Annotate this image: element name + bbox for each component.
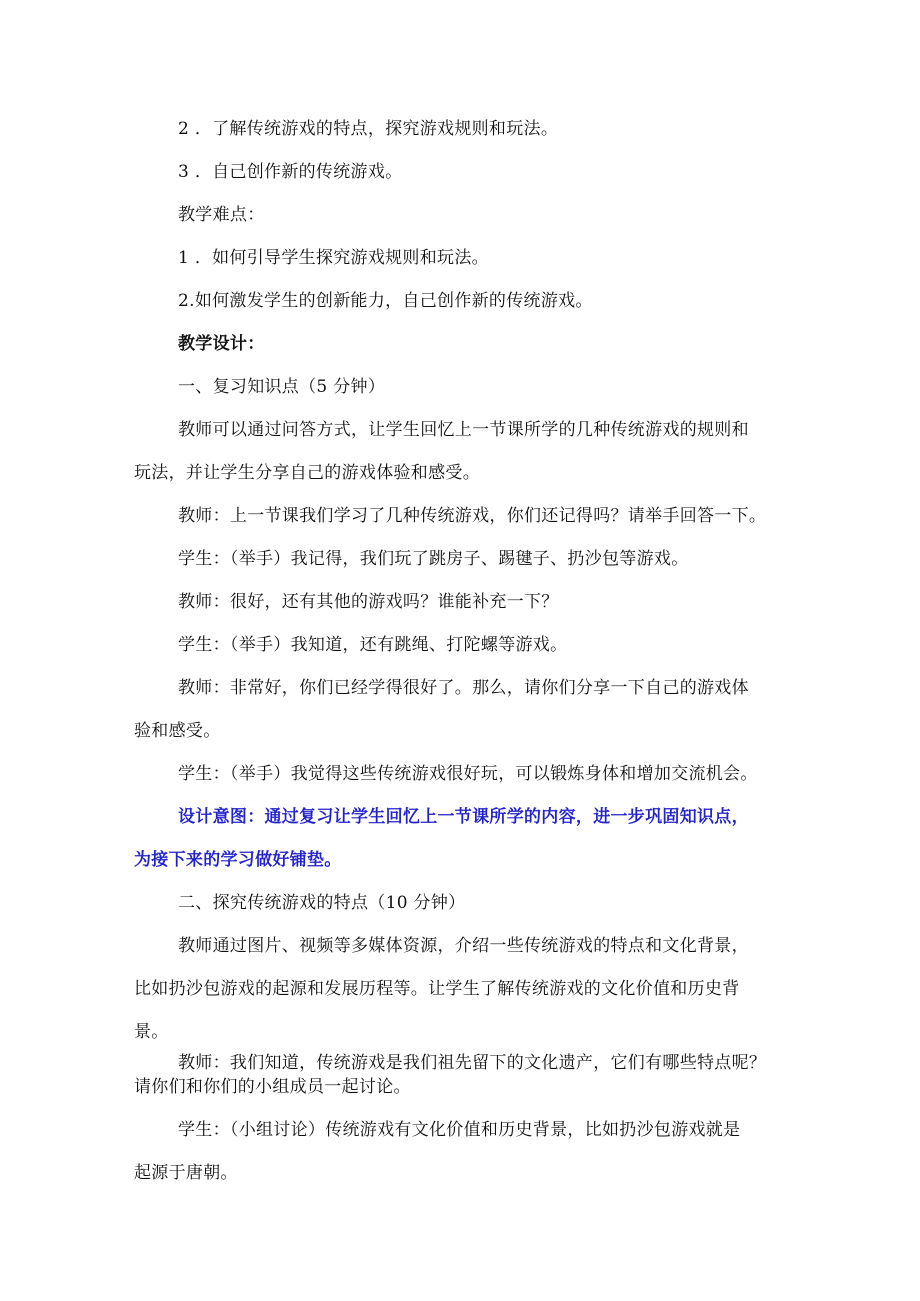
section-1-heading: 一、复习知识点（5 分钟） <box>178 377 386 397</box>
difficulty-item-1: 1 ．如何引导学生探究游戏规则和玩法。 <box>178 248 489 268</box>
dialogue-teacher-cont: 请你们和你们的小组成员一起讨论。 <box>134 1077 411 1097</box>
goal-item-2: 2 ．了解传统游戏的特点，探究游戏规则和玩法。 <box>178 119 559 139</box>
dialogue-teacher: 教师：很好，还有其他的游戏吗？谁能补充一下？ <box>178 592 559 612</box>
paragraph-line: 教师通过图片、视频等多媒体资源，介绍一些传统游戏的特点和文化背景， <box>178 936 749 956</box>
section-2-heading: 二、探究传统游戏的特点（10 分钟） <box>178 893 466 913</box>
design-intent-line: 为接下来的学习做好铺垫。 <box>134 850 342 870</box>
dialogue-student: 学生：（举手）我觉得这些传统游戏很好玩，可以锻炼身体和增加交流机会。 <box>178 764 758 784</box>
design-intent-line: 设计意图：通过复习让学生回忆上一节课所学的内容，进一步巩固知识点， <box>178 807 749 827</box>
dialogue-teacher-cont: 验和感受。 <box>134 721 221 741</box>
difficulty-item-2: 2.如何激发学生的创新能力，自己创作新的传统游戏。 <box>178 291 593 311</box>
paragraph-line: 教师可以通过问答方式，让学生回忆上一节课所学的几种传统游戏的规则和 <box>178 420 749 440</box>
paragraph-line: 玩法，并让学生分享自己的游戏体验和感受。 <box>134 463 480 483</box>
difficulty-heading: 教学难点： <box>178 205 265 225</box>
design-heading: 教学设计： <box>178 334 265 354</box>
goal-item-3: 3 ．自己创作新的传统游戏。 <box>178 162 403 182</box>
dialogue-student: 学生：（举手）我记得，我们玩了跳房子、踢毽子、扔沙包等游戏。 <box>178 549 689 569</box>
dialogue-teacher: 教师：非常好，你们已经学得很好了。那么，请你们分享一下自己的游戏体 <box>178 678 749 698</box>
dialogue-teacher: 教师：上一节课我们学习了几种传统游戏，你们还记得吗？请举手回答一下。 <box>178 506 767 526</box>
dialogue-student-cont: 起源于唐朝。 <box>134 1163 238 1183</box>
paragraph-line: 景。 <box>134 1022 169 1042</box>
dialogue-student: 学生：（举手）我知道，还有跳绳、打陀螺等游戏。 <box>178 635 568 655</box>
dialogue-student: 学生：（小组讨论）传统游戏有文化价值和历史背景，比如扔沙包游戏就是 <box>178 1120 741 1140</box>
dialogue-teacher: 教师：我们知道，传统游戏是我们祖先留下的文化遗产，它们有哪些特点呢？ <box>178 1053 767 1073</box>
paragraph-line: 比如扔沙包游戏的起源和发展历程等。让学生了解传统游戏的文化价值和历史背 <box>134 979 740 999</box>
